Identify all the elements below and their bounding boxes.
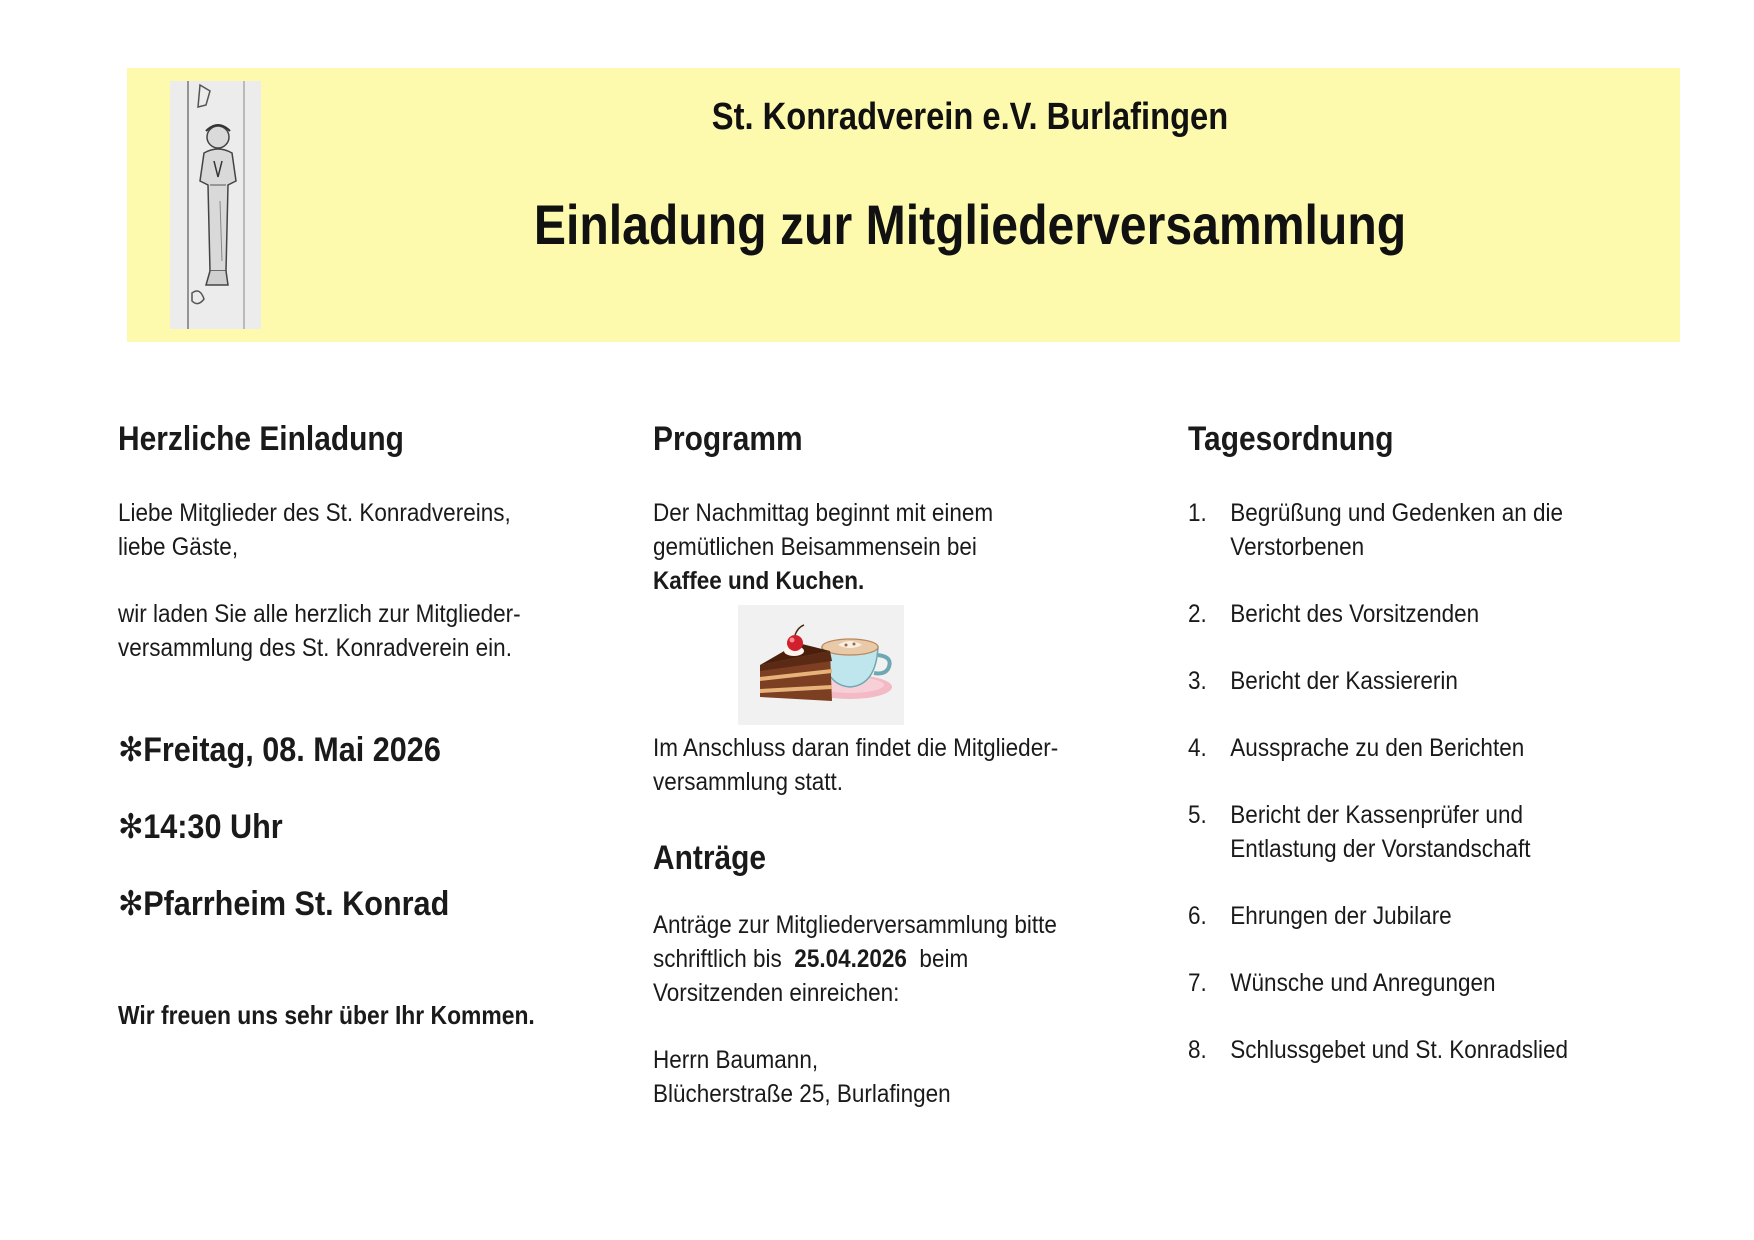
agenda-item (1188, 798, 1530, 866)
program-after-line-1: Im Anschluss daran findet die Mitglieder- (653, 734, 1059, 762)
agenda-item (1188, 1033, 1568, 1067)
program-intro-line-1: Der Nachmittag beginnt mit einem (653, 499, 994, 527)
agenda-item-text: Bericht des Vorsitzenden (1230, 600, 1480, 628)
page-title: Einladung zur Mitgliederversammlung (533, 193, 1407, 256)
event-location-text: Pfarrheim St. Konrad (143, 885, 450, 923)
event-date-text: Freitag, 08. Mai 2026 (143, 731, 441, 769)
agenda-item-number: 3. (1188, 667, 1207, 695)
contact-address: Blücherstraße 25, Burlafingen (653, 1080, 951, 1108)
agenda-item-text-continued: Verstorbenen (1230, 533, 1365, 561)
event-location (118, 884, 449, 924)
agenda-item-number: 2. (1188, 600, 1207, 628)
program-intro-line-2: gemütlichen Beisammensein bei (653, 533, 977, 561)
organization-name: St. Konradverein e.V. Burlafingen (711, 96, 1229, 138)
greeting-line-2: liebe Gäste, (118, 533, 239, 561)
agenda-item (1188, 966, 1496, 1000)
agenda-item (1188, 899, 1452, 933)
agenda-item (1188, 597, 1479, 631)
invitation-body-line-2: versammlung des St. Konradverein ein. (118, 634, 512, 662)
program-intro-bold: Kaffee und Kuchen. (653, 567, 865, 595)
motions-line-1: Anträge zur Mitgliederversammlung bitte (653, 911, 1057, 939)
agenda-item-number: 6. (1188, 902, 1207, 930)
contact-name: Herrn Baumann, (653, 1046, 819, 1074)
asterisk-icon: ✻ (118, 885, 144, 923)
agenda-item (1188, 664, 1458, 698)
agenda-section (1188, 420, 1668, 1064)
agenda-item-text: Bericht der Kassenprüfer und (1230, 801, 1523, 829)
agenda-item-number: 8. (1188, 1036, 1207, 1064)
asterisk-icon: ✻ (118, 731, 144, 769)
asterisk-icon: ✻ (118, 808, 144, 846)
motions-line-2 (653, 942, 968, 976)
saint-konrad-figure-icon (170, 81, 261, 329)
event-date (118, 730, 441, 770)
motions-heading: Anträge (653, 839, 767, 877)
agenda-item-number: 7. (1188, 969, 1207, 997)
event-time-text: 14:30 Uhr (143, 808, 283, 846)
agenda-item-text: Bericht der Kassiererin (1230, 667, 1458, 695)
agenda-heading: Tagesordnung (1188, 420, 1394, 458)
agenda-item (1188, 496, 1563, 564)
program-heading: Programm (653, 420, 803, 458)
invitation-section (118, 420, 618, 1030)
agenda-item-text: Schlussgebet und St. Konradslied (1230, 1036, 1569, 1064)
agenda-item-number: 1. (1188, 499, 1207, 527)
motions-line-2-suffix: beim (919, 945, 969, 973)
agenda-item-text: Begrüßung und Gedenken an die (1230, 499, 1564, 527)
agenda-item (1188, 731, 1524, 765)
agenda-item-text: Aussprache zu den Berichten (1230, 734, 1525, 762)
invitation-heading: Herzliche Einladung (118, 420, 404, 458)
program-section (653, 420, 1153, 1108)
agenda-item-number: 5. (1188, 801, 1207, 829)
closing-text: Wir freuen uns sehr über Ihr Kommen. (118, 1000, 535, 1030)
motions-line-3: Vorsitzenden einreichen: (653, 979, 900, 1007)
invitation-body-line-1: wir laden Sie alle herzlich zur Mitglieder- (118, 600, 521, 628)
agenda-item-text: Wünsche und Anregungen (1230, 969, 1496, 997)
cake-coffee-icon (738, 605, 904, 725)
greeting-line-1: Liebe Mitglieder des St. Konradvereins, (118, 499, 511, 527)
agenda-item-text: Ehrungen der Jubilare (1230, 902, 1452, 930)
agenda-item-number: 4. (1188, 734, 1207, 762)
agenda-item-text-continued: Entlastung der Vorstandschaft (1230, 835, 1531, 863)
program-after-line-2: versammlung statt. (653, 768, 844, 796)
motions-deadline: 25.04.2026 (794, 945, 907, 973)
event-time (118, 807, 283, 847)
motions-line-2-prefix: schriftlich bis (653, 945, 782, 973)
